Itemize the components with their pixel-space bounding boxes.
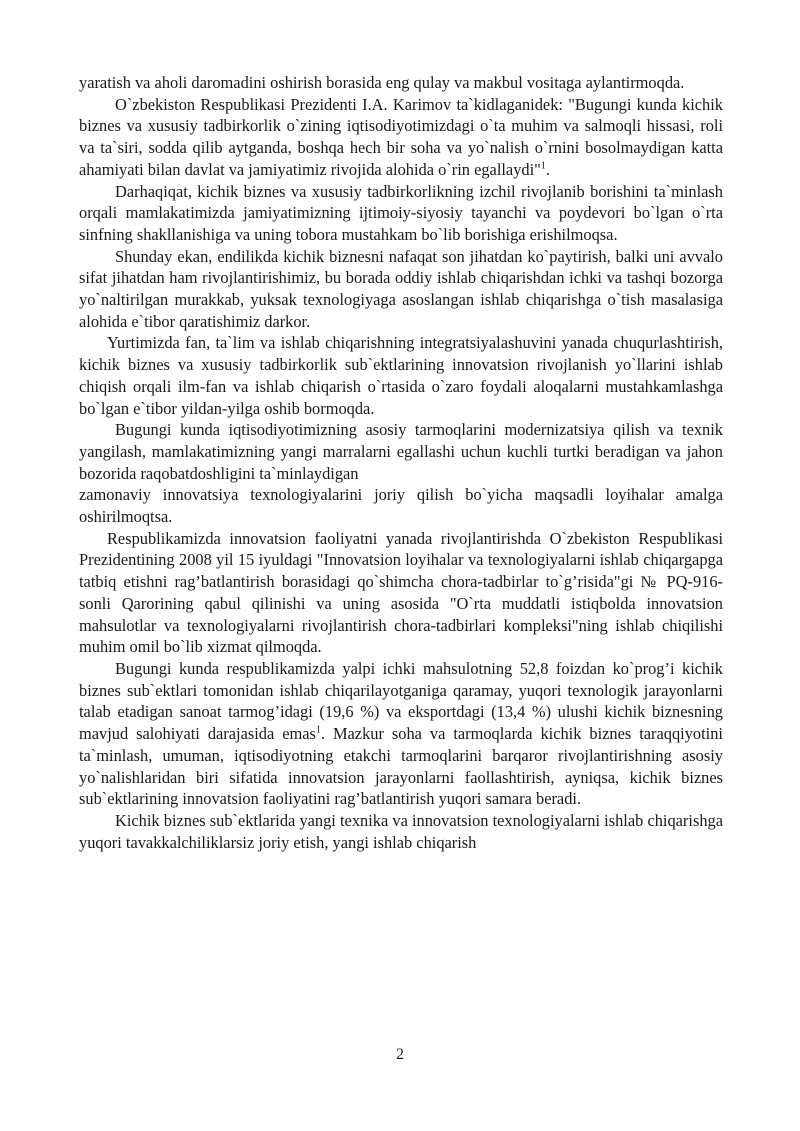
paragraph-5: Yurtimizda fan, ta`lim va ishlab chiqarishning integratsiyalashuvini yanada chuqurlashtirish, kichik biznes va xususiy tadbirkorlik sub`ektlarining innovatsion rivojlanish yo`llarini ishlab chiqish orqali ilm-fan va ishlab chiqarish o`rtasida o`zaro foydali aloqalarni mustahkamlashga bo`lgan e`tibor yildan-yilga oshib bormoqda. [79, 333, 723, 418]
paragraph-8-text: Bugungi kunda respublikamizda yalpi ichki mahsulotning 52,8 foizdan ko`prog’i kichik biznes sub`ektlari tomonidan ishlab chiqarilayotganiga qaramay, yuqori texnologik jarayonlarni talab etadigan sanoat tarmog’idagi (19,6 %) va eksportdagi (13,4 %) ulushi kichik biznesning mavjud salohiyati darajasida emas [79, 658, 723, 744]
paragraph-6-continued: zamonaviy innovatsiya texnologiyalarini joriy qilish bo`yicha maqsadli loyihalar amalga oshirilmoqtsa. [79, 485, 723, 527]
paragraph-2-text: O`zbekiston Respublikasi Prezidenti I.A. Karimov ta`kidlaganidek: "Bugungi kunda kichik biznes va xususiy tadbirkorlik o`zining iqtisodiyotimizdagi o`ta muhim va salmoqli hissasi, roli va ta`siri, sodda qilib aytganda, boshqa hech bir soha va yo`nalish o`rnini bosolmaydigan katta ahamiyati bilan davlat va jamiyatimiz rivojida alohida o`rin egallaydi" [79, 94, 723, 179]
paragraph-2 [79, 94, 723, 181]
paragraph-1: yaratish va aholi daromadini oshirish borasida eng qulay va makbul vositaga aylantirmoqda. [79, 73, 685, 92]
footnote-ref: 1 [315, 724, 321, 736]
paragraph-6: Bugungi kunda iqtisodiyotimizning asosiy tarmoqlarini modernizatsiya qilish va texnik yangilash, mamlakatimizning yangi marralarni egallashi uchun kuchli turtki beradigan va jahon bozorida raqobatdoshligini ta`minlaydigan [79, 420, 723, 483]
document-body [79, 72, 723, 853]
paragraph-8 [79, 658, 723, 810]
footnote-ref: 1 [540, 160, 546, 172]
page-number: 2 [396, 1046, 404, 1063]
paragraph-2-end: . [545, 159, 550, 179]
paragraph-3: Darhaqiqat, kichik biznes va xususiy tadbirkorlikning izchil rivojlanib borishini ta`minlash orqali mamlakatimizda jamiyatimizning ijtimoiy-siyosiy tayanchi va poydevori bo`lgan o`rta sinfning shakllanishiga va uning tobora mustahkam bo`lib borishiga erishilmoqsa. [79, 181, 723, 244]
paragraph-9: Kichik biznes sub`ektlarida yangi texnika va innovatsion texnologiyalarni ishlab chiqarishga yuqori tavakkalchiliklarsiz joriy etish, yangi ishlab chiqarish [79, 810, 723, 852]
paragraph-7: Respublikamizda innovatsion faoliyatni yanada rivojlantirishda O`zbekiston Respublikasi Prezidentining 2008 yil 15 iyuldagi "Innovatsion loyihalar va texnologiyalarni ishlab chiqargapga tatbiq etishni rag’batlantirish borasidagi qo`shimcha chora-tadbirlar to`g’risida"gi № PQ-916-sonli Qarorining qabul qilinishi va uning asosida "O`rta muddatli istiqbolda innovatsion mahsulotlar va texnologiyalarni rivojlantirish chora-tadbirlari kompleksi"ning ishlab chiqilishi muhim omil bo`lib xizmat qilmoqda. [79, 528, 723, 657]
paragraph-4: Shunday ekan, endilikda kichik biznesni nafaqat son jihatdan ko`paytirish, balki uni avvalo sifat jihatdan ham rivojlantirishimiz, bu borada oddiy ishlab chiqarishdan ichki va tashqi bozorga yo`naltirilgan murakkab, yuksak texnologiyaga asoslangan ishlab chiqarishga o`tish masalasiga alohida e`tibor qaratishimiz darkor. [79, 246, 723, 331]
paragraph-8-end: . Mazkur soha va tarmoqlarda kichik biznes taraqqiyotini ta`minlash, umuman, iqtisodiyotning etakchi tarmoqlarini barqaror rivojlantirishning asosiy yo`nalishlaridan biri sifatida innovatsion jarayonlarni faollashtirish, ayniqsa, kichik biznes sub`ektlarining innovatsion faoliyatini rag’batlantirish yuqori samara beradi. [79, 724, 723, 809]
